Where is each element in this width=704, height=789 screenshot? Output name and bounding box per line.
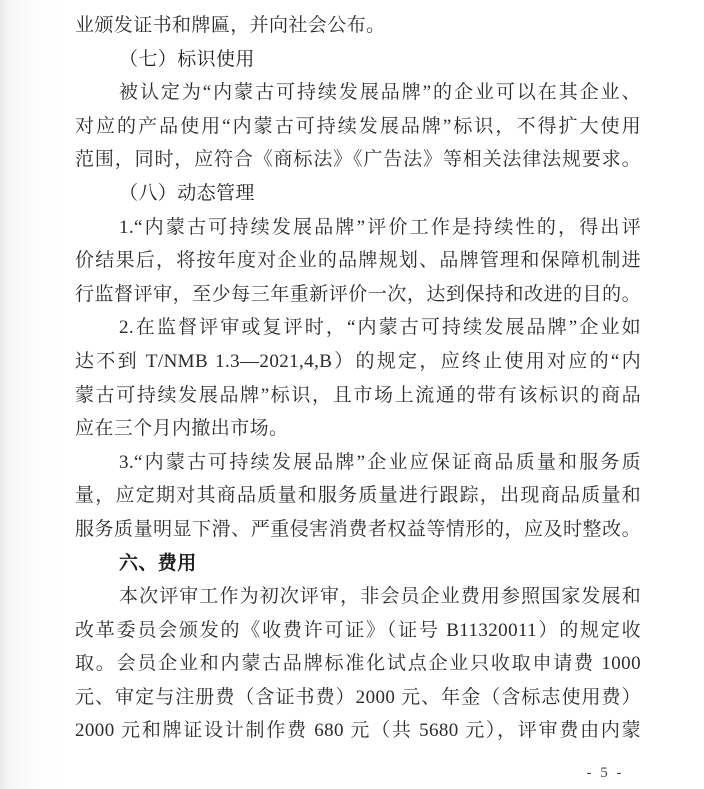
text-line: 2000 元和牌证设计制作费 680 元（共 5680 元），评审费由内蒙: [75, 720, 641, 742]
text-line: 被认定为“内蒙古可持续发展品牌”的企业可以在其企业、: [119, 82, 641, 104]
text-line: 范围，同时，应符合《商标法》《广告法》等相关法律法规要求。: [75, 149, 641, 171]
text-line: 对应的产品使用“内蒙古可持续发展品牌”标识，不得扩大使用: [75, 115, 641, 137]
document-text: [75, 9, 641, 748]
text-line: 3.“内蒙古可持续发展品牌”企业应保证商品质量和服务质: [119, 451, 641, 473]
text-line: 价结果后，将按年度对企业的品牌规划、品牌管理和保障机制进: [75, 250, 641, 272]
text-line: 达不到 T/NMB 1.3—2021,4,B）的规定，应终止使用对应的“内: [75, 350, 641, 372]
text-line: 蒙古可持续发展品牌”标识，且市场上流通的带有该标识的商品: [75, 384, 641, 406]
text-line: 取。会员企业和内蒙古品牌标准化试点企业只收取申请费 1000: [75, 653, 641, 675]
text-line: 改革委员会颁发的《收费许可证》（证号 B11320011）的规定收: [75, 619, 641, 641]
text-line: 应在三个月内撤出市场。: [75, 418, 289, 440]
text-line: 六、费用: [119, 552, 197, 574]
text-line: 行监督评审，至少每三年重新评价一次，达到保持和改进的目的。: [75, 283, 641, 305]
text-line: 业颁发证书和牌匾，并向社会公布。: [75, 15, 386, 36]
text-line: 服务质量明显下滑、严重侵害消费者权益等情形的，应及时整改。: [75, 518, 641, 540]
text-line: 1.“内蒙古可持续发展品牌”评价工作是持续性的，得出评: [119, 216, 641, 238]
page-number: - 5 -: [586, 765, 624, 781]
text-line: （八）动态管理: [119, 182, 255, 204]
text-line: 元、审定与注册费（含证书费）2000 元、年金（含标志使用费）: [75, 686, 641, 708]
text-line: 本次评审工作为初次评审，非会员企业费用参照国家发展和: [119, 586, 641, 608]
text-line: 量，应定期对其商品质量和服务质量进行跟踪，出现商品质量和: [75, 485, 641, 507]
text-line: （七）标识使用: [119, 48, 255, 70]
text-line: 2.在监督评审或复评时，“内蒙古可持续发展品牌”企业如: [119, 317, 641, 339]
